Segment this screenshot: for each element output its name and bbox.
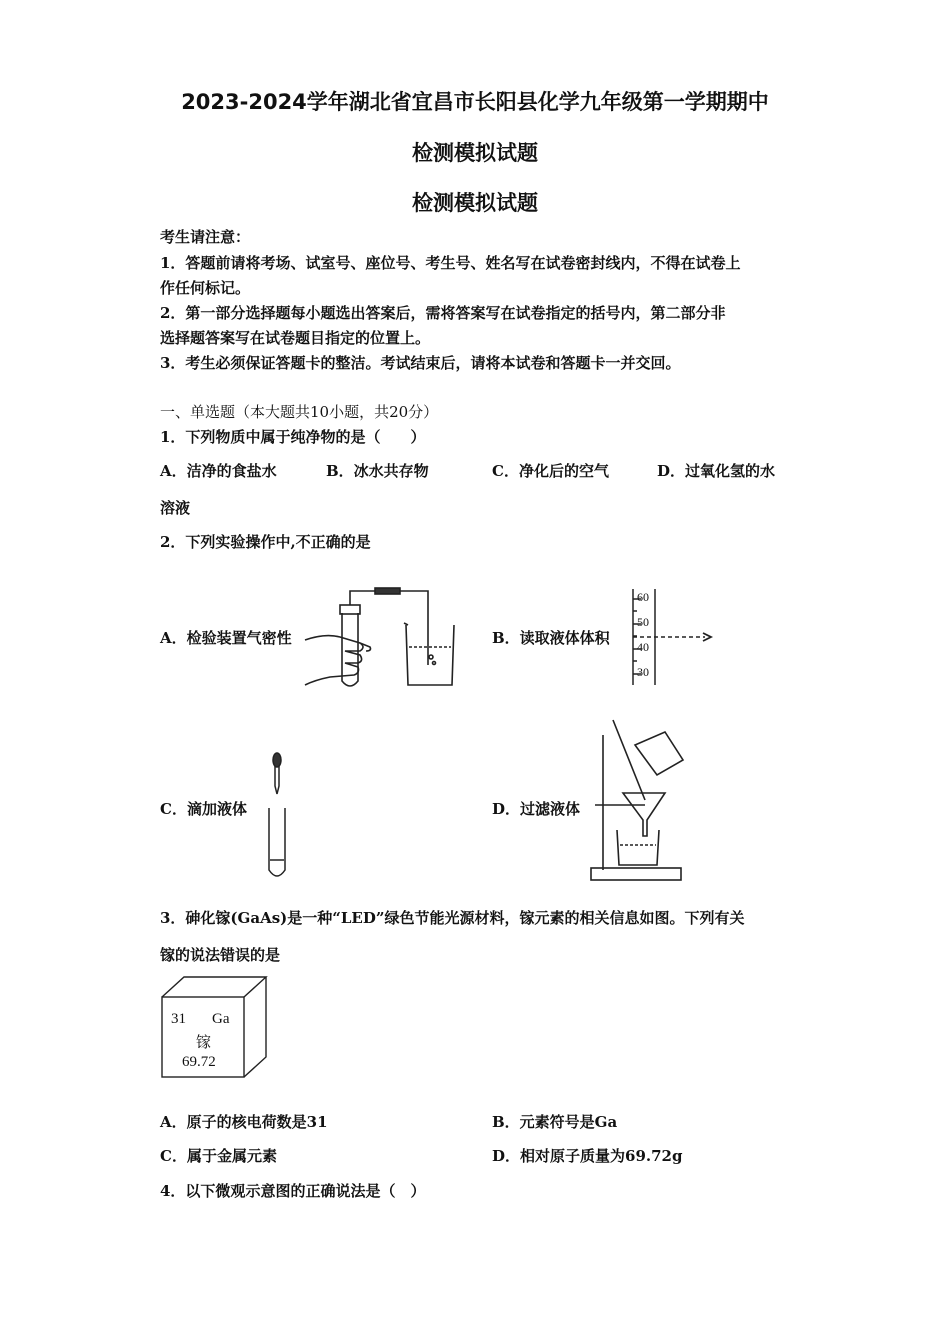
q3-option-b: B．元素符号是Ga <box>492 1113 618 1131</box>
q1-option-b: B．冰水共存物 <box>326 462 429 480</box>
notice-item3: 3．考生必须保证答题卡的整洁。考试结束后，请将本试卷和答题卡一并交回。 <box>160 354 681 372</box>
airtightness-apparatus-diagram <box>300 585 460 695</box>
exam-title-line2: 检测模拟试题 <box>412 141 538 165</box>
exam-title-line1: 2023-2024学年湖北省宜昌市长阳县化学九年级第一学期期中 <box>181 90 769 114</box>
notice-item1-b: 作任何标记。 <box>160 279 251 297</box>
q2-option-b: B．读取液体体积 <box>492 629 610 647</box>
cylinder-tick-60: 60 <box>637 590 649 604</box>
element-symbol: Ga <box>212 1011 230 1027</box>
notice-item2-b: 选择题答案写在试卷题目指定的位置上。 <box>160 329 431 347</box>
notice-item1-a: 1．答题前请将考场、试室号、座位号、考生号、姓名写在试卷密封线内，不得在试卷上 <box>160 254 741 272</box>
cylinder-tick-50: 50 <box>637 615 649 629</box>
q2-option-a: A．检验装置气密性 <box>160 629 292 647</box>
q3-stem-a: 3．砷化镓(GaAs)是一种“LED”绿色节能光源材料，镓元素的相关信息如图。下列有关 <box>160 909 745 927</box>
q1-stem: 1．下列物质中属于纯净物的是（ ） <box>160 428 426 446</box>
q1-option-d: D．过氧化氢的水 <box>657 462 776 480</box>
q3-option-d: D．相对原子质量为69.72g <box>492 1147 683 1165</box>
notice-heading: 考生请注意： <box>160 228 251 246</box>
cylinder-tick-30: 30 <box>637 665 649 679</box>
q3-option-a: A．原子的核电荷数是31 <box>160 1113 328 1131</box>
q2-stem: 2．下列实验操作中,不正确的是 <box>160 533 371 551</box>
exam-title-line3: 检测模拟试题 <box>412 191 538 215</box>
q2-option-c: C．滴加液体 <box>160 800 247 818</box>
q2-option-d: D．过滤液体 <box>492 800 581 818</box>
element-name: 镓 <box>196 1035 212 1051</box>
q3-stem-b: 镓的说法错误的是 <box>160 946 281 964</box>
q1-option-a: A．洁净的食盐水 <box>160 462 277 480</box>
q1-option-c: C．净化后的空气 <box>492 462 609 480</box>
q1-option-d-continued: 溶液 <box>160 499 191 517</box>
q4-stem: 4．以下微观示意图的正确说法是（ ） <box>160 1182 426 1200</box>
notice-item2-a: 2．第一部分选择题每小题选出答案后，需将答案写在试卷指定的括号内，第二部分非 <box>160 304 726 322</box>
dropper-diagram <box>262 750 302 885</box>
section1-heading: 一、单选题（本大题共10小题，共20分） <box>160 403 439 421</box>
filtration-diagram <box>585 720 700 890</box>
q3-option-c: C．属于金属元素 <box>160 1147 277 1165</box>
element-atomic-mass: 69.72 <box>182 1054 216 1070</box>
cylinder-tick-40: 40 <box>637 640 649 654</box>
element-atomic-number: 31 <box>171 1011 186 1027</box>
